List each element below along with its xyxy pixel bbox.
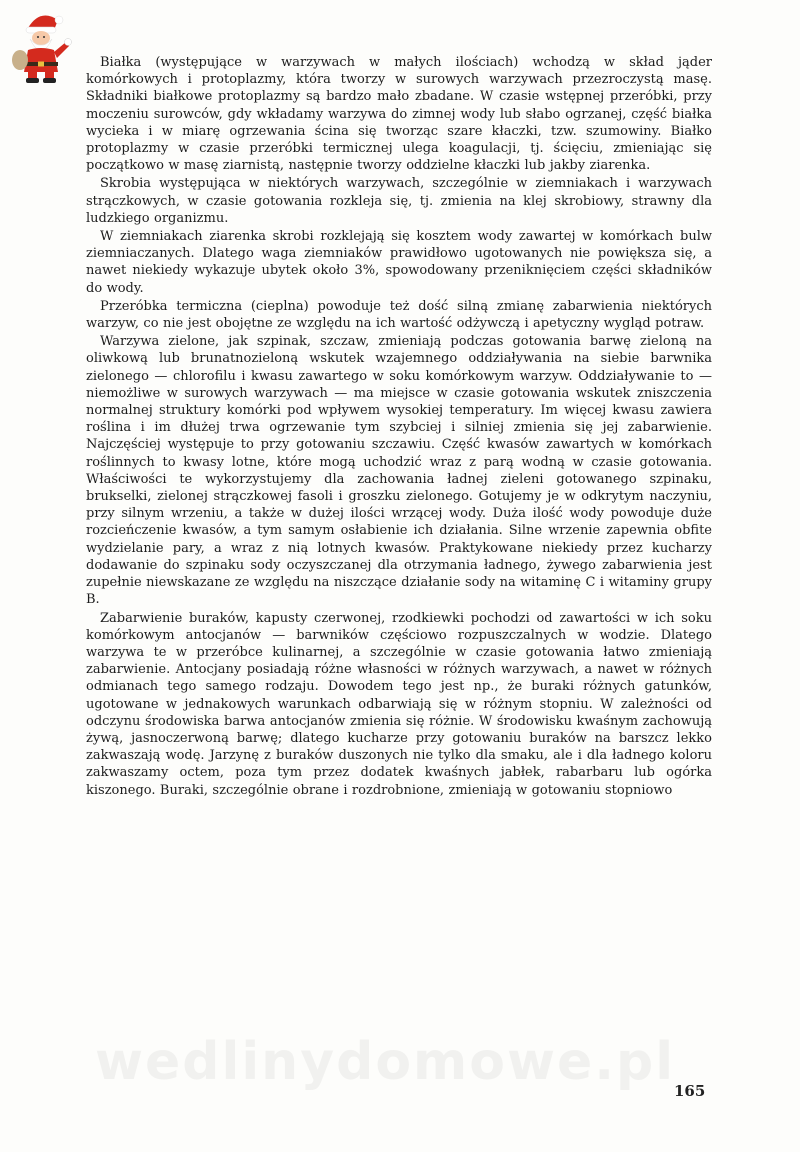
paragraph-starch: Skrobia występująca w niektórych warzywach, szczególnie w ziemniakach i warzywach strączkowych, w czasie gotowania rozkleja się, tj. zmienia na klej skrobiowy, strawny dla ludzkiego organizmu.	[86, 176, 712, 226]
page-body	[86, 54, 712, 800]
paragraph-green-vegetables: Warzywa zielone, jak szpinak, szczaw, zmieniają podczas gotowania barwę zieloną na oliwkową lub brunatnozieloną wskutek wzajemnego oddziaływania na siebie barwnika zielonego — chlorofilu i kwasu zawartego w soku komórkowym warzyw. Oddziaływanie to — niemożliwe w surowych warzywach — ma miejsce w czasie gotowania wskutek zniszczenia normalnej struktury komórki pod wpływem wysokiej temperatury. Im więcej kwasu zawiera roślina i im dłużej trwa ogrzewanie tym szybciej i silniej zmienia się jej zabarwienie. Najczęściej występuje to przy gotowaniu szczawiu. Część kwasów zawartych w komórkach roślinnych to kwasy lotne, które mogą uchodzić wraz z parą wodną w czasie gotowania. Właściwości te wykorzystujemy dla zachowania ładnej zieleni gotowanego szpinaku, brukselki, zielonej strączkowej fasoli i groszku zielonego. Gotujemy je w odkrytym naczyniu, przy silnym wrzeniu, a także w dużej ilości wrzącej wody. Duża ilość wody powoduje duże rozcieńczenie kwasów, a tym samym osłabienie ich działania. Silne wrzenie zapewnia obfite wydzielanie pary, a wraz z nią lotnych kwasów. Praktykowane niekiedy przez kucharzy dodawanie do szpinaku sody oczyszczanej dla otrzymania ładnego, żywego zabarwienia jest zupełnie niewskazane ze względu na niszczące działanie sody na witaminę C i witaminy grupy B.	[86, 334, 712, 608]
paragraph-proteins: Białka (występujące w warzywach w małych ilościach) wchodzą w skład jąder komórkowych i protoplazmy, która tworzy w surowych warzywach przezroczystą masę. Składniki białkowe protoplazmy są bardzo mało zbadane. W czasie wstępnej przeróbki, przy moczeniu surowców, gdy wkładamy warzywa do zimnej wody lub słabo ogrzanej, część białka wycieka i w miarę ogrzewania ścina się tworząc szare kłaczki, tzw. szumowiny. Białko protoplazmy w czasie przeróbki termicznej ulega koagulacji, tj. ścięciu, zmieniając się początkowo w masę ziarnistą, następnie tworzy oddzielne kłaczki lub jakby ziarenka.	[86, 55, 712, 174]
santa-claus-icon	[10, 6, 76, 84]
paragraph-beet-coloring: Zabarwienie buraków, kapusty czerwonej, rzodkiewki pochodzi od zawartości w ich soku komórkowym antocjanów — barwników częściowo rozpuszczalnych w wodzie. Dlatego warzywa te w przeróbce kulinarnej, a szczególnie w czasie gotowania łatwo zmieniają zabarwienie. Antocjany posiadają różne własności w różnych warzywach, a nawet w różnych odmianach tego samego rodzaju. Dowodem tego jest np., że buraki różnych gatunków, ugotowane w jednakowych warunkach odbarwiają się w różnym stopniu. W zależności od odczynu środowiska barwa antocjanów zmienia się różnie. W środowisku kwaśnym zachowują żywą, jasnoczerwoną barwę; dlatego kucharze przy gotowaniu buraków na barszcz lekko zakwaszają wodę. Jarzynę z buraków duszonych nie tylko dla smaku, ale i dla ładnego koloru zakwaszamy octem, poza tym przez dodatek kwaśnych jabłek, rabarbaru lub ogórka kiszonego. Buraki, szczególnie obrane i rozdrobnione, zmieniają w gotowaniu stopniowo	[86, 610, 712, 798]
watermark-text: wedlinydomowe.pl	[95, 1032, 676, 1092]
paragraph-thermal-processing: Przeróbka termiczna (cieplna) powoduje też dość silną zmianę zabarwienia niektórych warzyw, co nie jest obojętne ze względu na ich wartość odżywczą i apetyczny wygląd potraw.	[86, 298, 712, 332]
page-number: 165	[674, 1082, 706, 1100]
paragraph-potatoes: W ziemniakach ziarenka skrobi rozklejają się kosztem wody zawartej w komórkach bulw ziemniaczanych. Dlatego waga ziemniaków prawidłowo ugotowanych nie powiększa się, a nawet niekiedy wykazuje ubytek około 3%, spowodowany przeniknięciem części składników do wody.	[86, 229, 712, 296]
